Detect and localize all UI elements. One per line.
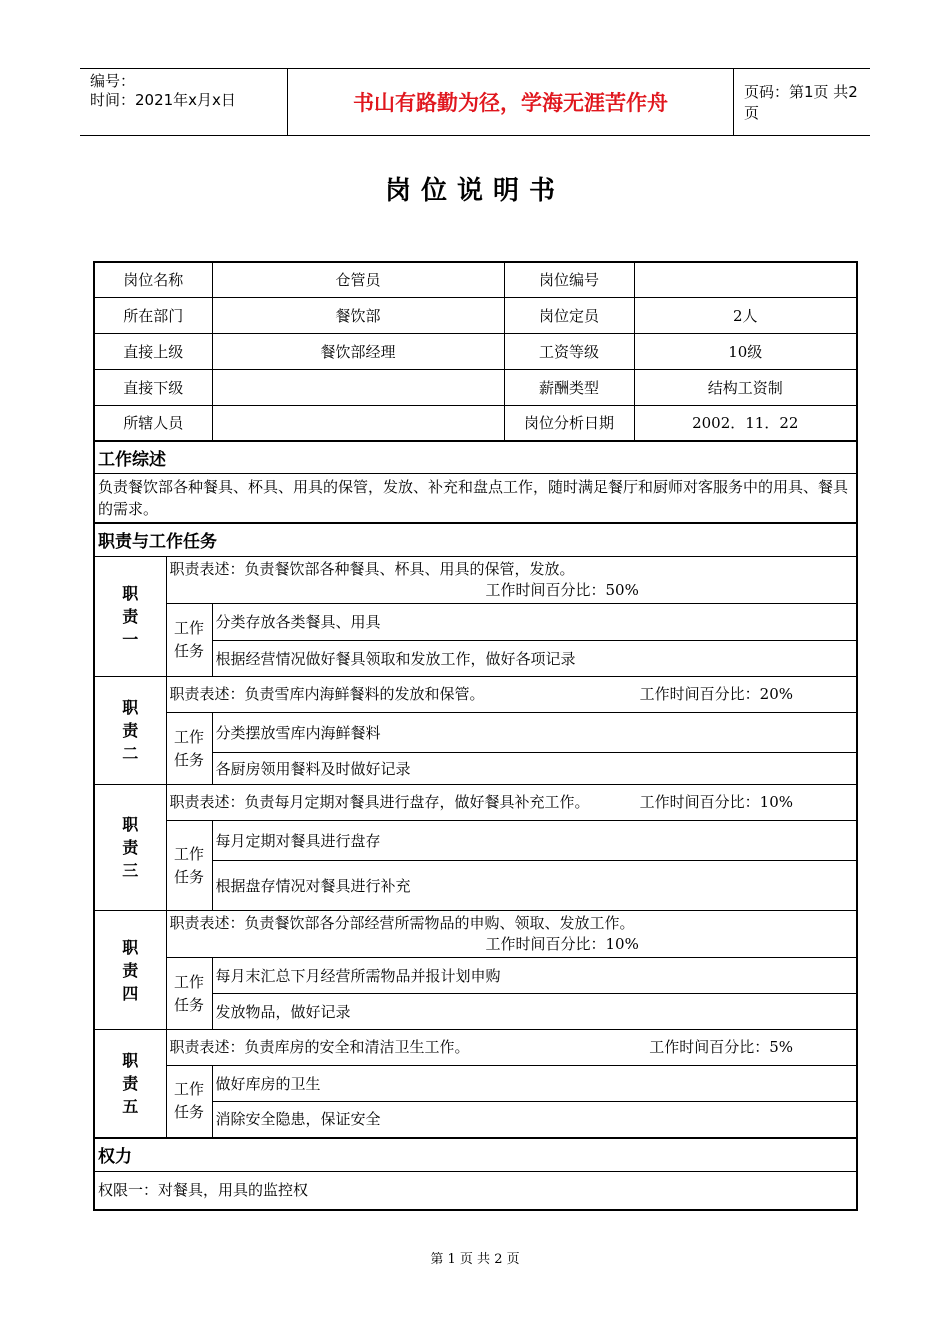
task-item: 分类摆放雪库内海鲜餐料 xyxy=(212,713,857,753)
task-label-text: 工作任务 xyxy=(174,844,205,886)
number-label: 编号： xyxy=(90,72,136,90)
duty-label-text: 职责一 xyxy=(122,584,139,649)
duty-row xyxy=(94,677,857,713)
duty-time-percentage: 工作时间百分比：20% xyxy=(639,685,794,703)
duty-time-percentage: 工作时间百分比：10% xyxy=(639,793,794,811)
field-value: 2002．11．22 xyxy=(634,405,857,441)
duty-description-text: 职责表述：负责雪库内海鲜餐料的发放和保管。 xyxy=(169,685,485,703)
duty-description-text: 职责表述：负责餐饮部各种餐具、杯具、用具的保管，发放。 xyxy=(169,560,575,578)
task-item: 每月末汇总下月经营所需物品并报计划申购 xyxy=(212,958,857,994)
duty-description xyxy=(166,1030,857,1066)
task-label xyxy=(166,821,212,911)
task-label-text: 工作任务 xyxy=(174,1080,205,1122)
duty-label xyxy=(94,911,166,1030)
basic-info-row xyxy=(94,369,857,405)
task-item: 各厨房领用餐料及时做好记录 xyxy=(212,753,857,785)
field-label: 工资等级 xyxy=(504,333,634,369)
field-value: 餐饮部经理 xyxy=(212,333,504,369)
task-label-text: 工作任务 xyxy=(174,727,205,769)
field-label: 直接下级 xyxy=(94,369,212,405)
task-item: 根据盘存情况对餐具进行补充 xyxy=(212,861,857,911)
header-motto: 书山有路勤为径，学海无涯苦作舟 xyxy=(287,69,734,135)
field-value xyxy=(212,405,504,441)
duty-description xyxy=(166,785,857,821)
duties-heading: 职责与工作任务 xyxy=(94,523,857,557)
rights-row xyxy=(94,1172,857,1210)
header-page-info: 页码：第1页 共2页 xyxy=(744,83,858,122)
duty-description-text: 职责表述：负责每月定期对餐具进行盘存，做好餐具补充工作。 xyxy=(169,793,590,811)
field-label: 岗位名称 xyxy=(94,262,212,297)
header-meta xyxy=(80,69,287,135)
task-label-text: 工作任务 xyxy=(174,619,205,660)
field-value xyxy=(212,369,504,405)
task-item: 做好库房的卫生 xyxy=(212,1066,857,1102)
task-item: 发放物品，做好记录 xyxy=(212,994,857,1030)
task-row xyxy=(94,958,857,994)
rights-item: 权限一：对餐具，用具的监控权 xyxy=(94,1172,857,1210)
duty-time-percentage: 工作时间百分比：5% xyxy=(649,1038,794,1056)
basic-info-row xyxy=(94,297,857,333)
summary-heading: 工作综述 xyxy=(94,441,857,473)
field-label: 岗位分析日期 xyxy=(504,405,634,441)
task-label xyxy=(166,1066,212,1138)
rights-heading: 权力 xyxy=(94,1138,857,1172)
field-label: 所辖人员 xyxy=(94,405,212,441)
field-value: 结构工资制 xyxy=(634,369,857,405)
duty-label xyxy=(94,557,166,677)
page-header xyxy=(80,68,870,136)
task-label xyxy=(166,958,212,1030)
field-value: 餐饮部 xyxy=(212,297,504,333)
field-label: 直接上级 xyxy=(94,333,212,369)
duty-time-percentage: 工作时间百分比：10% xyxy=(485,935,639,953)
task-row xyxy=(94,713,857,753)
duty-label-text: 职责五 xyxy=(122,1050,139,1116)
field-value xyxy=(634,262,857,297)
duty-label-text: 职责三 xyxy=(122,815,139,880)
duty-row xyxy=(94,785,857,821)
field-value: 10级 xyxy=(634,333,857,369)
task-item: 根据经营情况做好餐具领取和发放工作，做好各项记录 xyxy=(212,641,857,677)
duty-label xyxy=(94,1030,166,1138)
date-label: 时间：2021年x月x日 xyxy=(90,91,236,109)
field-label: 岗位定员 xyxy=(504,297,634,333)
duty-label-text: 职责四 xyxy=(122,937,139,1003)
task-label xyxy=(166,604,212,677)
basic-info-row xyxy=(94,405,857,441)
field-label: 所在部门 xyxy=(94,297,212,333)
summary-text: 负责餐饮部各种餐具、杯具、用具的保管，发放、补充和盘点工作，随时满足餐厅和厨师对客服务中的用具、餐具的需求。 xyxy=(94,473,857,523)
field-value: 仓管员 xyxy=(212,262,504,297)
duty-description xyxy=(166,677,857,713)
basic-info-row xyxy=(94,333,857,369)
page-footer: 第 1 页 共 2 页 xyxy=(430,1252,520,1267)
duty-row xyxy=(94,1030,857,1066)
task-row xyxy=(94,1066,857,1102)
duty-row xyxy=(94,557,857,604)
duty-label-text: 职责二 xyxy=(122,698,139,763)
document-title: 岗位说明书 xyxy=(384,176,565,206)
duty-label xyxy=(94,677,166,785)
duty-description xyxy=(166,557,857,604)
field-value: 2人 xyxy=(634,297,857,333)
field-label: 薪酬类型 xyxy=(504,369,634,405)
duty-time-percentage: 工作时间百分比：50% xyxy=(485,581,639,599)
duty-row xyxy=(94,911,857,958)
task-row xyxy=(94,604,857,641)
duty-description-text: 职责表述：负责库房的安全和清洁卫生工作。 xyxy=(169,1038,470,1056)
task-item: 消除安全隐患，保证安全 xyxy=(212,1102,857,1138)
field-label: 岗位编号 xyxy=(504,262,634,297)
duty-description-text: 职责表述：负责餐饮部各分部经营所需物品的申购、领取、发放工作。 xyxy=(169,914,635,932)
task-row xyxy=(94,821,857,861)
task-label xyxy=(166,713,212,785)
task-item: 每月定期对餐具进行盘存 xyxy=(212,821,857,861)
job-description-table xyxy=(93,261,858,1211)
basic-info-row xyxy=(94,262,857,297)
task-label-text: 工作任务 xyxy=(174,972,205,1014)
duty-label xyxy=(94,785,166,911)
duty-description xyxy=(166,911,857,958)
task-item: 分类存放各类餐具、用具 xyxy=(212,604,857,641)
